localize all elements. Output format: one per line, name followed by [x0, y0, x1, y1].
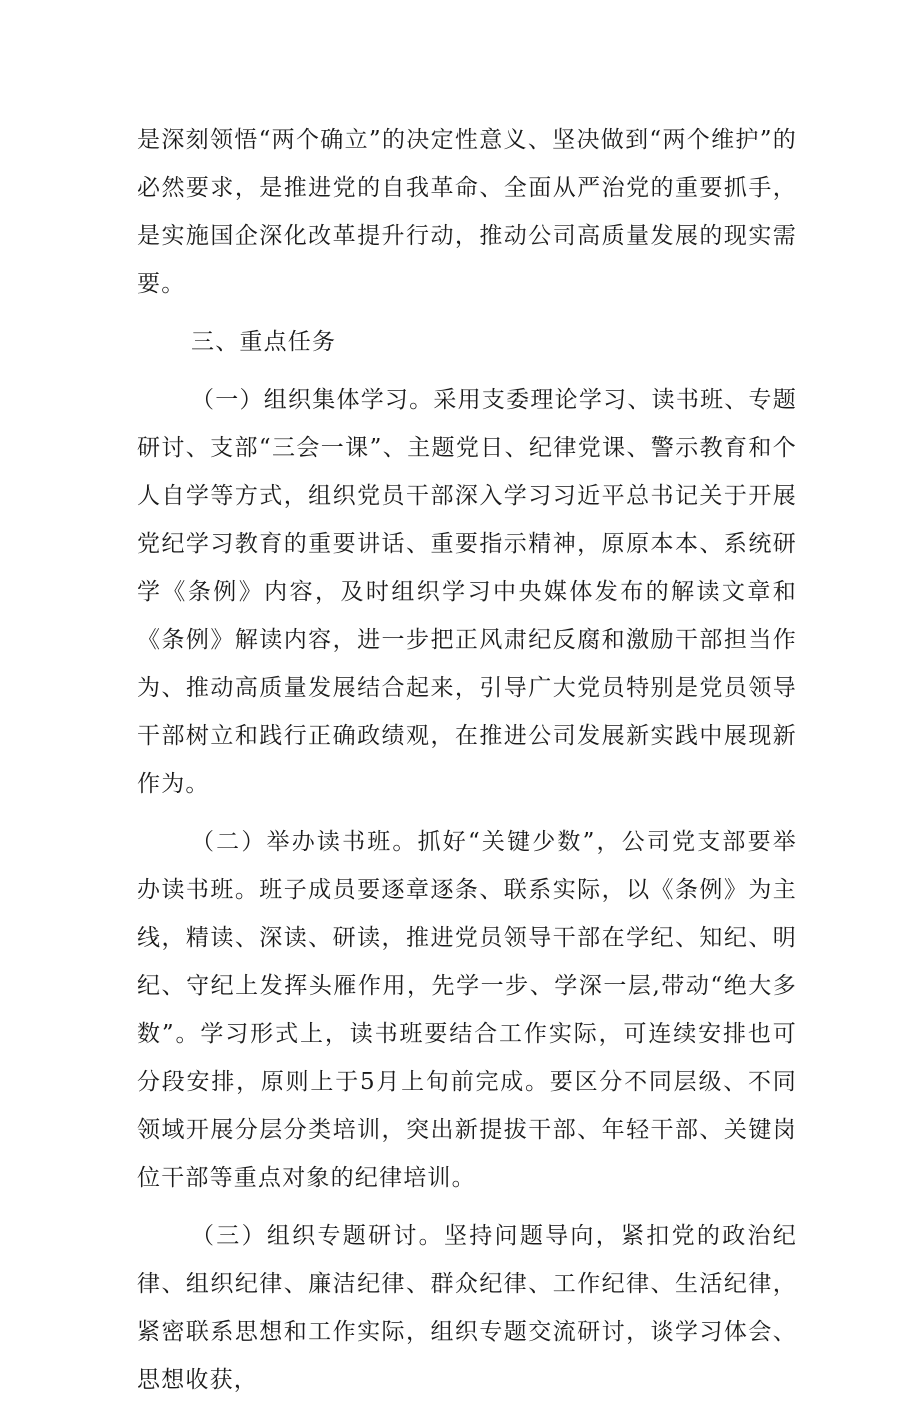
document-body: [137, 116, 797, 1404]
paragraph-task-2: （二）举办读书班。抓好“关键少数”，公司党支部要举办读书班。班子成员要逐章逐条、联系实际，以《条例》为主线，精读、深读、研读，推进党员领导干部在学纪、知纪、明纪、守纪上发挥头雁作用，先学一步、学深一层,带动“绝大多数”。学习形式上，读书班要结合工作实际，可连续安排也可分段安排，原则上于5月上旬前完成。要区分不同层级、不同领域开展分层分类培训，突出新提拔干部、年轻干部、关键岗位干部等重点对象的纪律培训。: [137, 829, 797, 1191]
section-heading-key-tasks: 三、重点任务: [191, 329, 337, 355]
paragraph-task-3: （三）组织专题研讨。坚持问题导向，紧扣党的政治纪律、组织纪律、廉洁纪律、群众纪律、工作纪律、生活纪律，紧密联系思想和工作实际，组织专题交流研讨，谈学习体会、思想收获，: [137, 1223, 797, 1393]
paragraph-task-1: （一）组织集体学习。采用支委理论学习、读书班、专题研讨、支部“三会一课”、主题党日、纪律党课、警示教育和个人自学等方式，组织党员干部深入学习习近平总书记关于开展党纪学习教育的重要讲话、重要指示精神，原原本本、系统研学《条例》内容，及时组织学习中央媒体发布的解读文章和《条例》解读内容，进一步把正风肃纪反腐和激励干部担当作为、推动高质量发展结合起来，引导广大党员特别是党员领导干部树立和践行正确政绩观，在推进公司发展新实践中展现新作为。: [137, 387, 797, 797]
paragraph-continuation: 是深刻领悟“两个确立”的决定性意义、坚决做到“两个维护”的必然要求，是推进党的自我革命、全面从严治党的重要抓手，是实施国企深化改革提升行动，推动公司高质量发展的现实需要。: [137, 127, 797, 297]
